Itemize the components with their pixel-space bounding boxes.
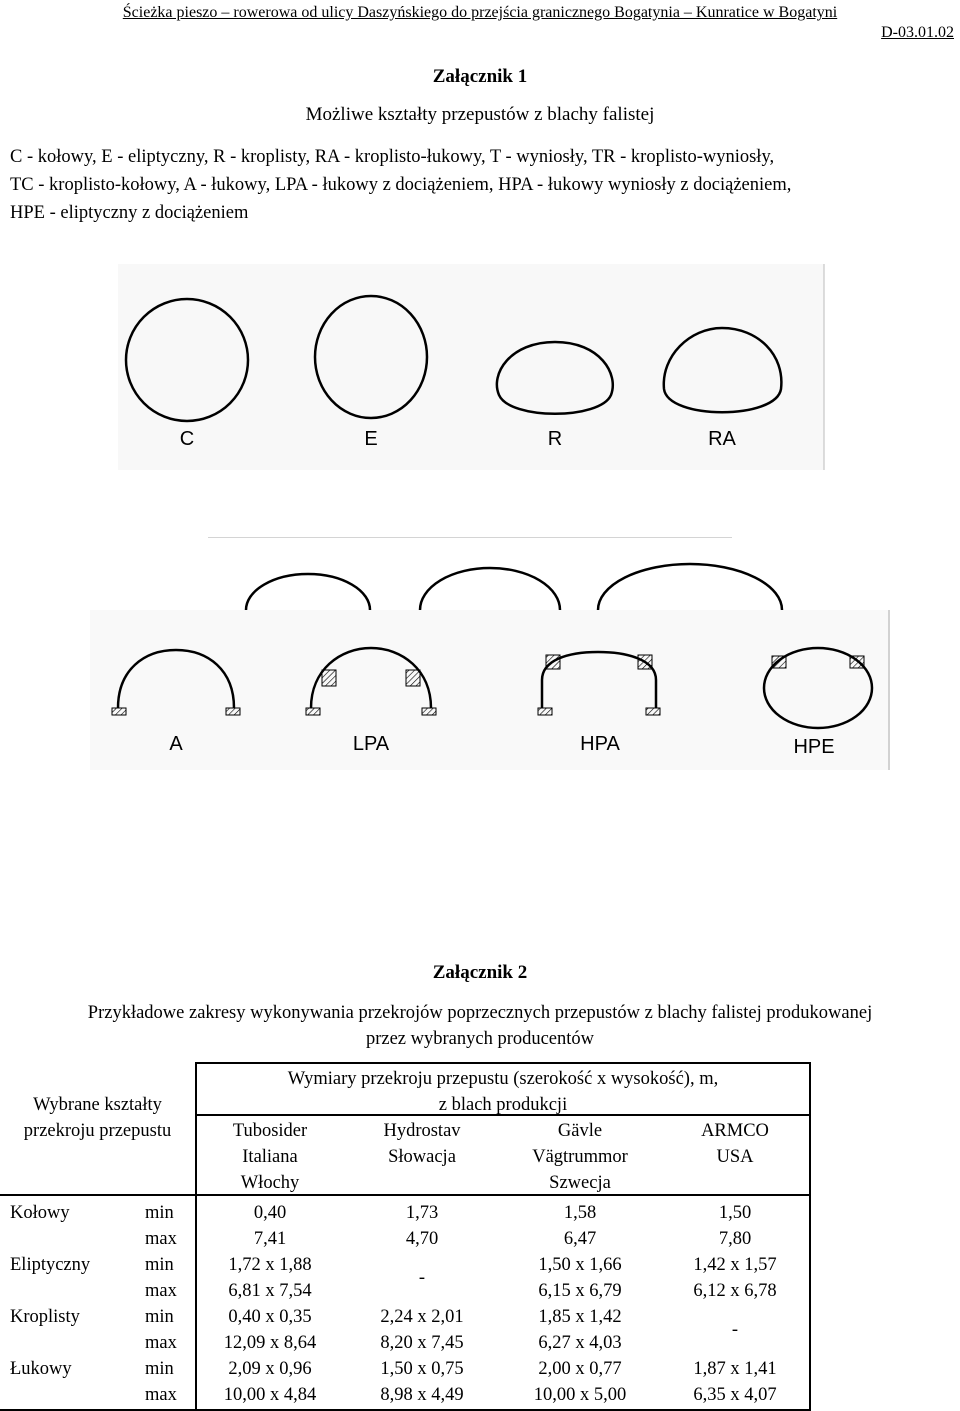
shape-label-r: R	[547, 428, 563, 450]
legend-line: TC - kroplisto-kołowy, A - łukowy, LPA - łukowy z dociążeniem, HPA - łukowy wyniosły z dociążeniem,	[10, 175, 792, 195]
shape-label-c: C	[179, 428, 195, 450]
value-cell: 1,50 7,80	[718, 1203, 752, 1249]
min-label: min	[145, 1307, 174, 1327]
table-border	[195, 1062, 811, 1064]
attachment-1-title: Załącznik 1	[432, 66, 528, 87]
shape-name: Kołowy	[10, 1203, 70, 1223]
shape-column-header: Wybrane kształty przekroju przepustu	[23, 1095, 172, 1141]
value-cell: 2,00 x 0,77 10,00 x 5,00	[533, 1359, 627, 1405]
shape-name: Kroplisty	[10, 1307, 80, 1327]
max-label: max	[145, 1229, 177, 1249]
value-cell: 1,42 x 1,57 6,12 x 6,78	[693, 1255, 777, 1301]
document-code: D-03.01.02	[881, 24, 954, 41]
max-label: max	[145, 1281, 177, 1301]
producer-ranges-table	[0, 1062, 960, 1411]
shape-legend	[10, 143, 955, 227]
shape-label-lpa: LPA	[352, 733, 390, 755]
max-label: max	[145, 1333, 177, 1353]
min-label: min	[145, 1359, 174, 1379]
value-cell: 1,85 x 1,42 6,27 x 4,03	[538, 1307, 622, 1353]
producer-header: Gävle Vägtrummor Szwecja	[532, 1121, 628, 1193]
producer-header: ARMCO USA	[701, 1121, 769, 1167]
shapes-figure-row2	[0, 530, 960, 775]
dimensions-header: Wymiary przekroju przepustu (szerokość x wysokość), m, z blach produkcji	[287, 1069, 719, 1115]
value-cell: 1,50 x 0,75 8,98 x 4,49	[380, 1359, 464, 1405]
description-line: Przykładowe zakresy wykonywania przekrojów poprzecznych przepustów z blachy falistej produkowanej	[87, 1003, 873, 1023]
value-cell: 2,09 x 0,96 10,00 x 4,84	[223, 1359, 317, 1405]
value-cell-empty: -	[731, 1320, 739, 1340]
shape-label-hpa: HPA	[580, 733, 620, 755]
value-cell: 0,40 7,41	[253, 1203, 287, 1249]
value-cell: 2,24 x 2,01 8,20 x 7,45	[380, 1307, 464, 1353]
shape-label-a: A	[169, 733, 183, 755]
legend-line: HPE - eliptyczny z dociążeniem	[10, 203, 249, 223]
document-header-title: Ścieżka pieszo – rowerowa od ulicy Daszyńskiego do przejścia granicznego Bogatynia – Kunratice w Bogatyni	[122, 4, 838, 21]
shape-label-ra: RA	[708, 428, 736, 450]
value-cell: 1,73 4,70	[405, 1203, 439, 1249]
attachment-1-subtitle: Możliwe kształty przepustów z blachy falistej	[305, 104, 655, 125]
producer-header: Hydrostav Słowacja	[383, 1121, 461, 1167]
value-cell: 1,58 6,47	[563, 1203, 597, 1249]
figure-background	[90, 610, 890, 770]
description-line: przez wybranych producentów	[365, 1029, 595, 1049]
shape-name: Łukowy	[10, 1359, 72, 1379]
producer-header: Tubosider Italiana Włochy	[232, 1121, 308, 1193]
min-label: min	[145, 1203, 174, 1223]
attachment-2-title: Załącznik 2	[432, 962, 528, 983]
value-cell-empty: -	[418, 1268, 426, 1288]
table-border	[0, 1194, 811, 1196]
attachment-2-description	[0, 1000, 960, 1052]
min-label: min	[145, 1255, 174, 1275]
shape-label-e: E	[364, 428, 378, 450]
shapes-figure-row1	[0, 260, 960, 475]
max-label: max	[145, 1385, 177, 1405]
value-cell: 1,87 x 1,41 6,35 x 4,07	[693, 1359, 777, 1405]
figure-top-strip	[208, 538, 732, 610]
value-cell: 0,40 x 0,35 12,09 x 8,64	[223, 1307, 317, 1353]
shape-name: Eliptyczny	[10, 1255, 91, 1275]
value-cell: 1,50 x 1,66 6,15 x 6,79	[538, 1255, 622, 1301]
legend-line: C - kołowy, E - eliptyczny, R - kroplisty, RA - kroplisto-łukowy, T - wyniosły, TR - kroplisto-wyniosły,	[10, 147, 775, 167]
shape-label-hpe: HPE	[793, 736, 835, 758]
value-cell: 1,72 x 1,88 6,81 x 7,54	[228, 1255, 312, 1301]
